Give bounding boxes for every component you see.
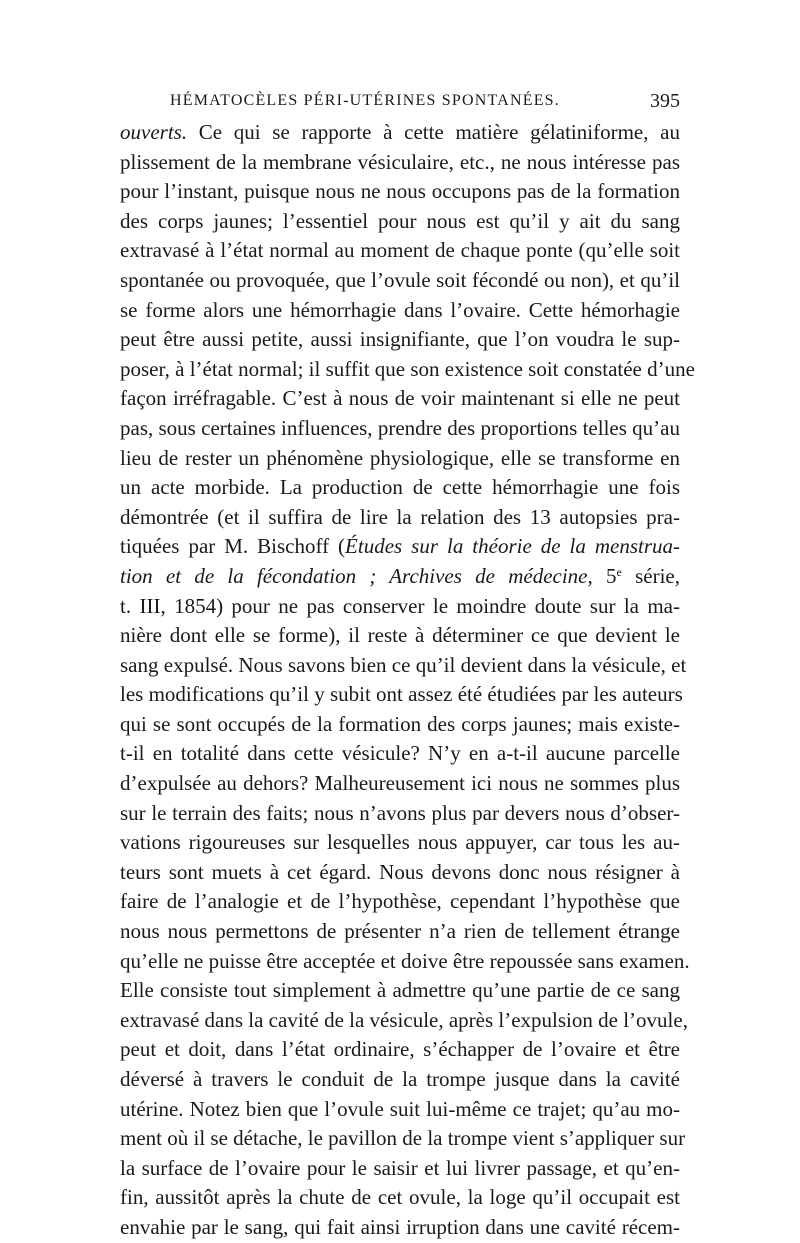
text-line: plissement de la membrane vésiculaire, etc., ne nous intéresse pas bbox=[120, 149, 680, 174]
text-line: qu’elle ne puisse être acceptée et doive être repoussée sans examen. bbox=[120, 948, 690, 973]
text-line: se forme alors une hémorrhagie dans l’ovaire. Cette hémorhagie bbox=[120, 297, 680, 322]
text-line: extravasé à l’état normal au moment de chaque ponte (qu’elle soit bbox=[120, 238, 680, 263]
text-line: sang expulsé. Nous savons bien ce qu’il devient dans la vésicule, et bbox=[120, 652, 687, 677]
italic-segment: tion et de la fécondation ; Archives de médecine bbox=[120, 563, 588, 588]
text-line: poser, à l’état normal; il suffit que son existence soit constatée d’une bbox=[120, 356, 695, 381]
text-line: t. III, 1854) pour ne pas conserver le moindre doute sur la ma- bbox=[120, 593, 680, 618]
text-line bbox=[120, 118, 680, 148]
page-number: 395 bbox=[650, 90, 680, 112]
text-line: utérine. Notez bien que l’ovule suit lui-même ce trajet; qu’au mo- bbox=[120, 1096, 680, 1121]
text-line: faire de l’analogie et de l’hypothèse, cependant l’hypothèse que bbox=[120, 889, 680, 914]
text-segment: série, bbox=[621, 563, 680, 588]
text-line: déversé à travers le conduit de la trompe jusque dans la cavité bbox=[120, 1067, 680, 1091]
body-text bbox=[120, 118, 695, 1243]
text-segment: Ce qui se rapporte à cette matière gélatiniforme, au bbox=[187, 120, 680, 144]
running-title: HÉMATOCÈLES PÉRI-UTÉRINES SPONTANÉES. bbox=[170, 92, 560, 109]
text-line: pour l’instant, puisque nous ne nous occupons pas de la formation bbox=[120, 179, 680, 204]
text-line: teurs sont muets à cet égard. Nous devons donc nous résigner à bbox=[120, 859, 680, 884]
text-line: lieu de rester un phénomène physiologique, elle se transforme en bbox=[120, 445, 680, 470]
text-line: les modifications qu’il y subit ont assez été étudiées par les auteurs bbox=[120, 682, 683, 707]
text-line: t-il en totalité dans cette vésicule? N’y en a-t-il aucune parcelle bbox=[120, 741, 680, 766]
text-line bbox=[120, 532, 680, 562]
text-line: la surface de l’ovaire pour le saisir et lui livrer passage, et qu’en- bbox=[120, 1155, 680, 1180]
text-line: des corps jaunes; l’essentiel pour nous est qu’il y ait du sang bbox=[120, 208, 680, 233]
text-line: démontrée (et il suffira de lire la relation des 13 autopsies pra- bbox=[120, 504, 680, 529]
text-line: pas, sous certaines influences, prendre des proportions telles qu’au bbox=[120, 415, 680, 440]
text-line: Elle consiste tout simplement à admettre qu’une partie de ce sang bbox=[120, 978, 680, 1003]
running-head bbox=[120, 86, 680, 116]
text-line: vations rigoureuses sur lesquelles nous appuyer, car tous les au- bbox=[120, 830, 680, 855]
text-line: peut et doit, dans l’état ordinaire, s’échapper de l’ovaire et être bbox=[120, 1037, 680, 1062]
text-segment: , 5 bbox=[587, 563, 617, 588]
text-segment: tiquées par M. Bischoff ( bbox=[120, 534, 346, 559]
text-line: façon irréfragable. C’est à nous de voir maintenant si elle ne peut bbox=[120, 386, 680, 411]
text-line bbox=[120, 562, 680, 592]
text-line: d’expulsée au dehors? Malheureusement ici nous ne sommes plus bbox=[120, 771, 680, 796]
text-line: un acte morbide. La production de cette hémorrhagie une fois bbox=[120, 475, 680, 500]
italic-segment: Études sur la théorie de la menstrua- bbox=[345, 534, 681, 559]
text-line: spontanée ou provoquée, que l’ovule soit fécondé ou non), et qu’il bbox=[120, 267, 680, 292]
text-line: extravasé dans la cavité de la vésicule, après l’expulsion de l’ovule, bbox=[120, 1007, 688, 1032]
text-line: peut être aussi petite, aussi insignifiante, que l’on voudra le sup- bbox=[120, 327, 680, 352]
text-line: fin, aussitôt après la chute de cet ovule, la loge qu’il occupait est bbox=[120, 1185, 680, 1210]
text-line: sur le terrain des faits; nous n’avons plus par devers nous d’obser- bbox=[120, 800, 680, 825]
text-line: envahie par le sang, qui fait ainsi irruption dans une cavité récem- bbox=[120, 1214, 680, 1239]
text-line: nous nous permettons de présenter n’a rien de tellement étrange bbox=[120, 919, 680, 944]
text-line: nière dont elle se forme), il reste à déterminer ce que devient le bbox=[120, 623, 680, 648]
superscript: e bbox=[616, 564, 622, 579]
text-line: qui se sont occupés de la formation des corps jaunes; mais existe- bbox=[120, 711, 680, 736]
text-line: ment où il se détache, le pavillon de la trompe vient s’appliquer sur bbox=[120, 1126, 686, 1151]
italic-segment: ouverts. bbox=[120, 120, 188, 144]
